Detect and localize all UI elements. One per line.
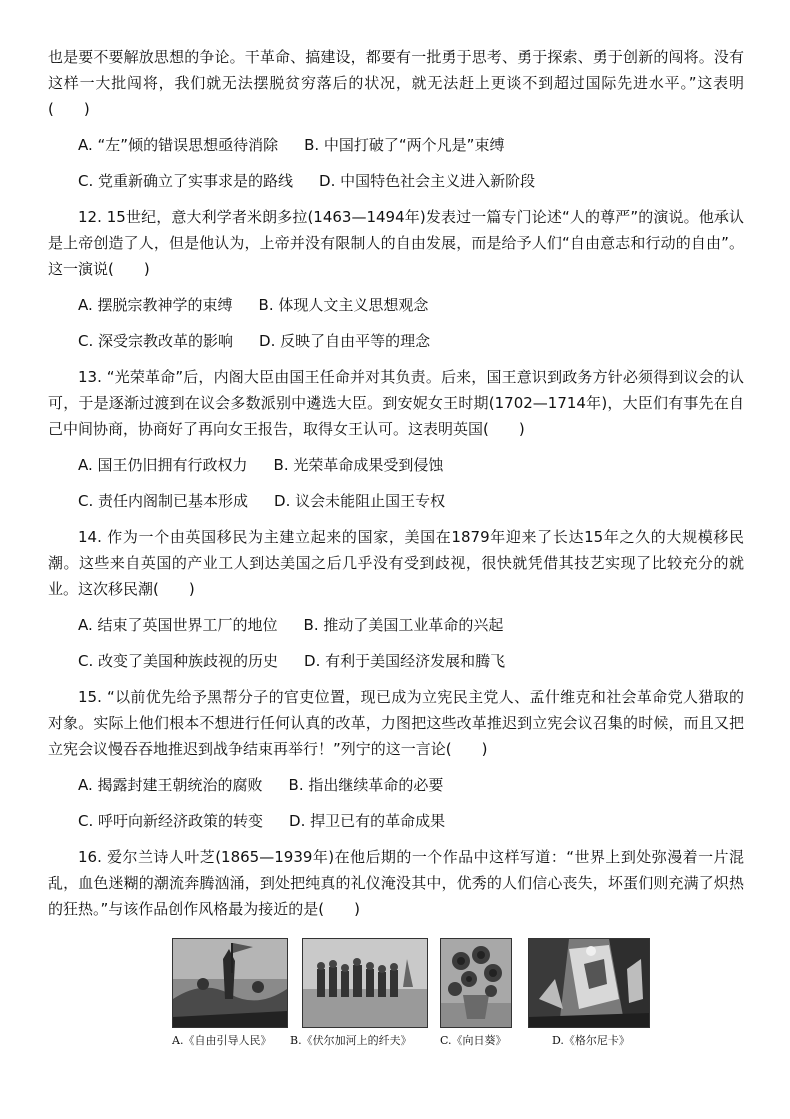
q15-option-a[interactable]: A. 揭露封建王朝统治的腐败 [78, 776, 263, 794]
painting-d-image[interactable] [528, 938, 650, 1028]
exam-page [48, 44, 744, 922]
intro-option-b[interactable]: B. 中国打破了“两个凡是”束缚 [304, 136, 505, 154]
intro-option-d[interactable]: D. 中国特色社会主义进入新阶段 [319, 172, 536, 190]
painting-a-image[interactable] [172, 938, 288, 1028]
q14-options-row-1 [78, 612, 744, 638]
intro-option-a[interactable]: A. “左”倾的错误思想亟待消除 [78, 136, 279, 154]
q13-option-d[interactable]: D. 议会未能阻止国王专权 [274, 492, 446, 510]
q14-option-c[interactable]: C. 改变了美国种族歧视的历史 [78, 652, 279, 670]
q14-stem: 14. 作为一个由英国移民为主建立起来的国家，美国在1879年迎来了长达15年之久的大规模移民潮。这些来自英国的产业工人到达美国之后几乎没有受到歧视，很快就凭借其技艺实现了比较充分的就业。这次移民潮( ) [48, 528, 744, 598]
q15-option-d[interactable]: D. 捍卫已有的革命成果 [289, 812, 446, 830]
painting-a-caption[interactable]: A.《自由引导人民》 [172, 1034, 272, 1047]
painting-b-image[interactable] [302, 938, 428, 1028]
q14-option-a[interactable]: A. 结束了英国世界工厂的地位 [78, 616, 278, 634]
q15-stem: 15. “以前优先给予黑帮分子的官吏位置，现已成为立宪民主党人、孟什维克和社会革命党人猎取的对象。实际上他们根本不想进行任何认真的改革，力图把这些改革推迟到立宪会议召集的时候，而且又把立宪会议慢吞吞地推迟到战争结束再举行！”列宁的这一言论( ) [48, 688, 744, 758]
q12-option-c[interactable]: C. 深受宗教改革的影响 [78, 332, 234, 350]
q12-stem: 12. 15世纪，意大利学者米朗多拉(1463—1494年)发表过一篇专门论述“人的尊严”的演说。他承认是上帝创造了人，但是他认为，上帝并没有限制人的自由发展，而是给予人们“自由意志和行动的自由”。这一演说( ) [48, 208, 744, 278]
q12-option-d[interactable]: D. 反映了自由平等的理念 [259, 332, 431, 350]
q13-option-a[interactable]: A. 国王仍旧拥有行政权力 [78, 456, 248, 474]
painting-c-image[interactable] [440, 938, 512, 1028]
intro-option-c[interactable]: C. 党重新确立了实事求是的路线 [78, 172, 294, 190]
q16-stem: 16. 爱尔兰诗人叶芝(1865—1939年)在他后期的一个作品中这样写道：“世界上到处弥漫着一片混乱，血色迷糊的潮流奔腾汹涌，到处把纯真的礼仪淹没其中，优秀的人们信心丧失，坏蛋们则充满了炽热的狂热。”与该作品创作风格最为接近的是( ) [48, 848, 744, 918]
q13-options-row-1 [78, 452, 744, 478]
q15-option-b[interactable]: B. 指出继续革命的必要 [288, 776, 444, 794]
painting-b-caption[interactable]: B.《伏尔加河上的纤夫》 [290, 1034, 412, 1047]
q13-options-row-2 [78, 488, 744, 514]
q14-options-row-2 [78, 648, 744, 674]
q16-paintings [172, 938, 672, 1058]
intro-options-row-2 [78, 168, 744, 194]
q14-option-b[interactable]: B. 推动了美国工业革命的兴起 [303, 616, 504, 634]
q14-option-d[interactable]: D. 有利于美国经济发展和腾飞 [304, 652, 506, 670]
q13-option-c[interactable]: C. 责任内阁制已基本形成 [78, 492, 249, 510]
painting-c-caption[interactable]: C.《向日葵》 [440, 1034, 507, 1047]
intro-paragraph: 也是要不要解放思想的争论。干革命、搞建设，都要有一批勇于思考、勇于探索、勇于创新的闯将。没有这样一大批闯将，我们就无法摆脱贫穷落后的状况，就无法赶上更谈不到超过国际先进水平。”这表明( ) [48, 48, 744, 118]
painting-d-caption[interactable]: D.《格尔尼卡》 [552, 1034, 630, 1047]
intro-options-row-1 [78, 132, 744, 158]
q15-options-row-2 [78, 808, 744, 834]
q12-options-row-1 [78, 292, 744, 318]
q15-option-c[interactable]: C. 呼吁向新经济政策的转变 [78, 812, 264, 830]
q13-option-b[interactable]: B. 光荣革命成果受到侵蚀 [273, 456, 444, 474]
q12-option-a[interactable]: A. 摆脱宗教神学的束缚 [78, 296, 233, 314]
q13-stem: 13. “光荣革命”后，内阁大臣由国王任命并对其负责。后来，国王意识到政务方针必须得到议会的认可，于是逐渐过渡到在议会多数派别中遴选大臣。到安妮女王时期(1702—1714年)，大臣们有事先在自己中间协商，协商好了再向女王报告，取得女王认可。这表明英国( ) [48, 368, 744, 438]
q12-option-b[interactable]: B. 体现人文主义思想观念 [258, 296, 429, 314]
q12-options-row-2 [78, 328, 744, 354]
q15-options-row-1 [78, 772, 744, 798]
